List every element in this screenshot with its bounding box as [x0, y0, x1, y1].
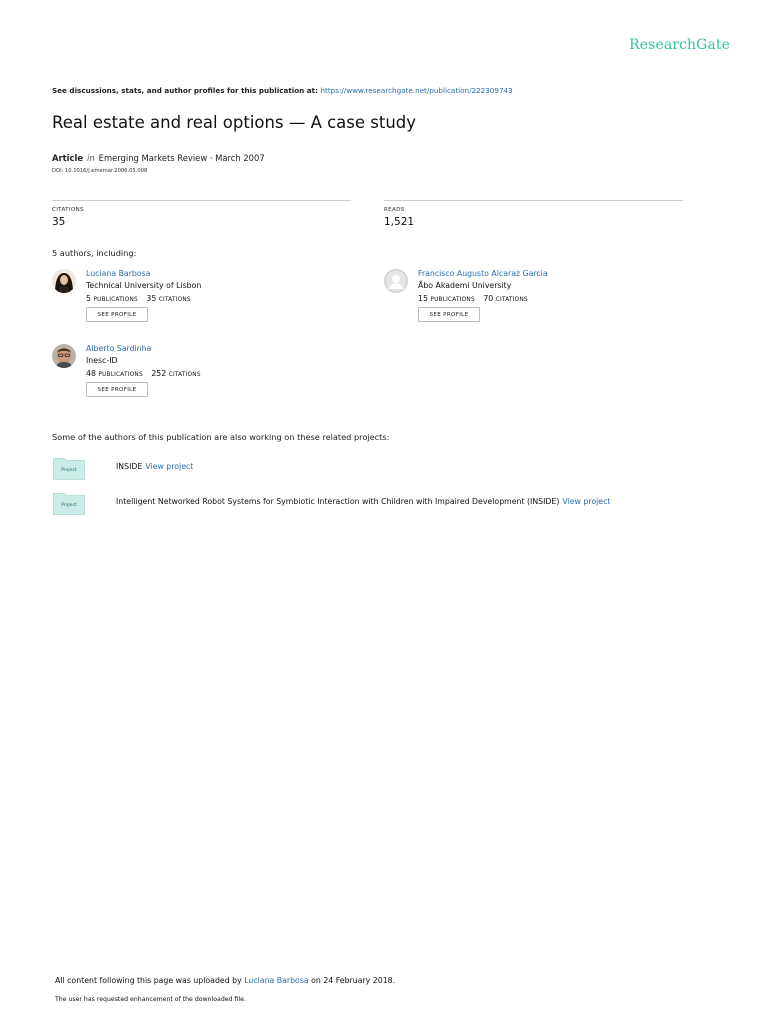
publications-count: 5: [86, 294, 91, 303]
author-name[interactable]: Alberto Sardinha: [86, 344, 152, 353]
view-project-link[interactable]: View project: [145, 462, 194, 471]
authors-heading: 5 authors, including:: [52, 248, 137, 258]
discussion-line: [52, 86, 513, 95]
related-projects-heading: Some of the authors of this publication are also working on these related projects:: [52, 432, 390, 442]
citations-count: 35: [146, 294, 157, 303]
enhancement-note: The user has requested enhancement of the downloaded file.: [55, 996, 246, 1003]
project-folder-icon[interactable]: [53, 491, 85, 515]
project-folder-icon[interactable]: [53, 456, 85, 480]
author-avatar[interactable]: [52, 344, 76, 368]
project-icon-label: Project: [61, 468, 77, 473]
author-name[interactable]: Luciana Barbosa: [86, 269, 151, 278]
author-avatar-placeholder-icon[interactable]: [384, 269, 408, 293]
uploaded-suffix: on 24 February 2018.: [311, 976, 396, 985]
author-avatar[interactable]: [52, 269, 76, 293]
publications-count: 48: [86, 369, 96, 378]
citations-count: 70: [483, 294, 494, 303]
doi: DOI: 10.1016/j.ememar.2006.05.008: [52, 168, 148, 174]
author-affiliation: Åbo Akademi University: [418, 281, 512, 290]
author-affiliation: Technical University of Lisbon: [86, 281, 202, 290]
publications-word: PUBLICATIONS: [98, 372, 143, 378]
project-icon-label: Project: [61, 503, 77, 508]
view-project-link[interactable]: View project: [562, 497, 611, 506]
reads-value: 1,521: [384, 216, 415, 228]
reads-label: READS: [384, 207, 405, 213]
project-name: Intelligent Networked Robot Systems for Symbiotic Interaction with Children with Impaired Development (INSIDE): [116, 497, 560, 506]
author-stats: [418, 294, 534, 303]
publication-meta: [52, 153, 265, 163]
citations-word: CITATIONS: [495, 297, 528, 303]
discussion-text: See discussions, stats, and author profiles for this publication at:: [52, 86, 318, 95]
venue-date: Emerging Markets Review · March 2007: [98, 153, 265, 163]
author-name[interactable]: Francisco Augusto Alcaraz Garcia: [418, 269, 548, 278]
project-name: INSIDE: [116, 462, 143, 471]
author-stats: [86, 369, 207, 378]
in-word: in: [87, 153, 95, 163]
project-row: [116, 497, 610, 506]
citations-divider: [52, 200, 351, 201]
author-stats: [86, 294, 197, 303]
publications-word: PUBLICATIONS: [93, 297, 138, 303]
citations-label: CITATIONS: [52, 207, 84, 213]
researchgate-logo: ResearchGate: [629, 37, 730, 53]
citations-word: CITATIONS: [158, 297, 191, 303]
publications-word: PUBLICATIONS: [430, 297, 475, 303]
uploaded-prefix: All content following this page was uploaded by: [55, 976, 242, 985]
author-affiliation: Inesc-ID: [86, 356, 118, 365]
publication-type: Article: [52, 153, 84, 163]
citations-word: CITATIONS: [168, 372, 201, 378]
reads-divider: [384, 200, 683, 201]
citations-value: 35: [52, 216, 66, 228]
citations-count: 252: [151, 369, 167, 378]
publications-count: 15: [418, 294, 428, 303]
see-profile-button[interactable]: SEE PROFILE: [86, 307, 148, 322]
publication-link[interactable]: https://www.researchgate.net/publication/222309743: [320, 86, 513, 95]
uploader-link[interactable]: Luciana Barbosa: [244, 976, 309, 985]
see-profile-button[interactable]: SEE PROFILE: [86, 382, 148, 397]
upload-note: [55, 976, 395, 985]
see-profile-button[interactable]: SEE PROFILE: [418, 307, 480, 322]
publication-title: Real estate and real options — A case study: [52, 113, 417, 132]
project-row: [116, 462, 193, 471]
